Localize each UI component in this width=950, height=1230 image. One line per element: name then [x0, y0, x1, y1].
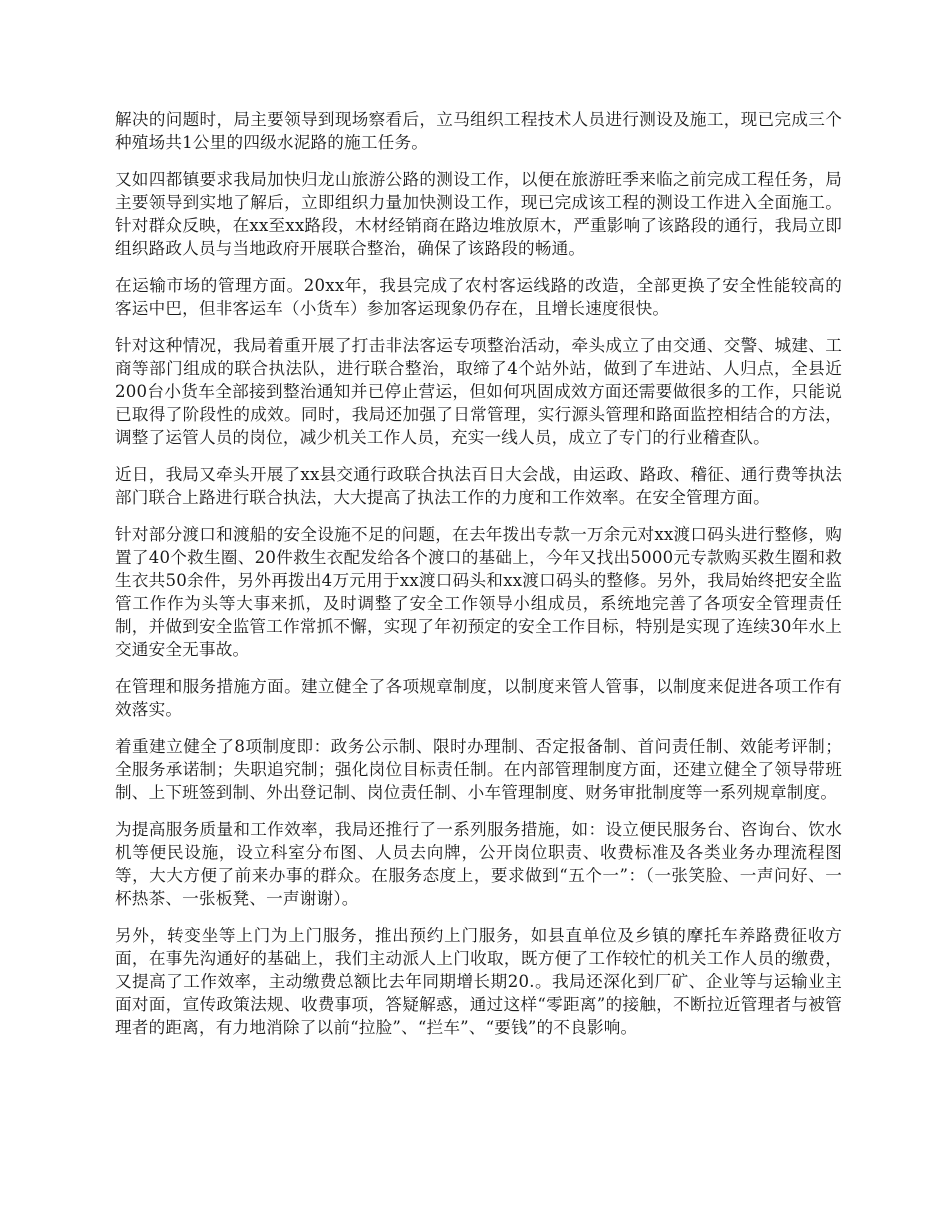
document-body — [115, 108, 842, 1053]
paragraph: 着重建立健全了8项制度即：政务公示制、限时办理制、否定报备制、首问责任制、效能考评制；全服务承诺制；失职追究制；强化岗位目标责任制。在内部管理制度方面，还建立健全了领导带班制、上下班签到制、外出登记制、岗位责任制、小车管理制度、财务审批制度等一系列规章制度。 — [115, 737, 842, 802]
paragraph: 在管理和服务措施方面。建立健全了各项规章制度，以制度来管人管事，以制度来促进各项工作有效落实。 — [115, 677, 842, 719]
paragraph: 针对部分渡口和渡船的安全设施不足的问题，在去年拨出专款一万余元对xx渡口码头进行整修，购置了40个救生圈、20件救生衣配发给各个渡口的基础上，今年又找出5000元专款购买救生圈和救生衣共50余件，另外再拨出4万元用于xx渡口码头和xx渡口码头的整修。另外，我局始终把安全监管工作作为头等大事来抓，及时调整了安全工作领导小组成员，系统地完善了各项安全管理责任制，并做到安全监管工作常抓不懈，实现了年初预定的安全工作目标，特别是实现了连续30年水上交通安全无事故。 — [115, 525, 842, 659]
paragraph: 又如四都镇要求我局加快归龙山旅游公路的测设工作，以便在旅游旺季来临之前完成工程任务，局主要领导到实地了解后，立即组织力量加快测设工作，现已完成该工程的测设工作进入全面施工。针对群众反映，在xx至xx路段，木材经销商在路边堆放原木，严重影响了该路段的通行，我局立即组织路政人员与当地政府开展联合整治，确保了该路段的畅通。 — [115, 170, 842, 258]
paragraph: 另外，转变坐等上门为上门服务，推出预约上门服务，如县直单位及乡镇的摩托车养路费征收方面，在事先沟通好的基础上，我们主动派人上门收取，既方便了工作较忙的机关工作人员的缴费，又提高了工作效率，主动缴费总额比去年同期增长期20.。我局还深化到厂矿、企业等与运输业主面对面，宣传政策法规、收费事项，答疑解惑，通过这样“零距离”的接触，不断拉近管理者与被管理者的距离，有力地消除了以前“拉脸”、“拦车”、“要钱”的不良影响。 — [115, 926, 842, 1037]
paragraph: 近日，我局又牵头开展了xx县交通行政联合执法百日大会战，由运政、路政、稽征、通行费等执法部门联合上路进行联合执法，大大提高了执法工作的力度和工作效率。在安全管理方面。 — [115, 465, 842, 507]
paragraph: 为提高服务质量和工作效率，我局还推行了一系列服务措施，如：设立便民服务台、咨询台、饮水机等便民设施，设立科室分布图、人员去向牌，公开岗位职责、收费标准及各类业务办理流程图等，大大方便了前来办事的群众。在服务态度上，要求做到“五个一”：（一张笑脸、一声问好、一杯热茶、一张板凳、一声谢谢）。 — [115, 820, 842, 908]
paragraph: 在运输市场的管理方面。20xx年，我县完成了农村客运线路的改造，全部更换了安全性能较高的客运中巴，但非客运车（小货车）参加客运现象仍存在，且增长速度很快。 — [115, 276, 842, 318]
paragraph: 解决的问题时，局主要领导到现场察看后，立马组织工程技术人员进行测设及施工，现已完成三个种殖场共1公里的四级水泥路的施工任务。 — [115, 110, 842, 152]
paragraph: 针对这种情况，我局着重开展了打击非法客运专项整治活动，牵头成立了由交通、交警、城建、工商等部门组成的联合执法队，进行联合整治，取缔了4个站外站，做到了车进站、人归点，全县近200台小货车全部接到整治通知并已停止营运，但如何巩固成效方面还需要做很多的工作，只能说已取得了阶段性的成效。同时，我局还加强了日常管理，实行源头管理和路面监控相结合的方法，调整了运管人员的岗位，减少机关工作人员，充实一线人员，成立了专门的行业稽查队。 — [115, 336, 842, 447]
